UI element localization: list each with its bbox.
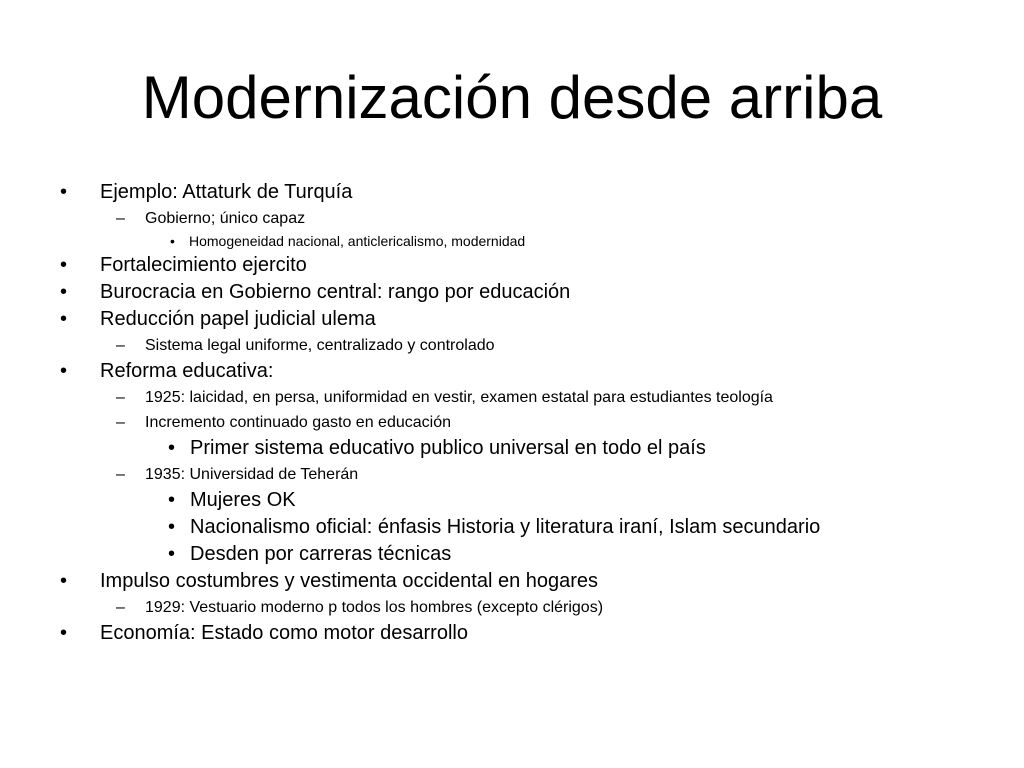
bullet-text: Burocracia en Gobierno central: rango por educación: [100, 281, 571, 303]
bullet-marker: •: [60, 308, 68, 330]
bullet-item: [0, 358, 1024, 385]
sub-bullet-text: 1929: Vestuario moderno p todos los hombres (excepto clérigos): [145, 599, 604, 616]
sub-sub-bullet-text: Mujeres OK: [190, 489, 296, 511]
sub-bullet-item: [0, 410, 1024, 435]
sub-bullet-text: Sistema legal uniforme, centralizado y controlado: [145, 337, 495, 354]
sub-bullet-item: [0, 333, 1024, 358]
bullet-marker: •: [170, 233, 175, 249]
bullet-text: Economía: Estado como motor desarrollo: [100, 622, 468, 644]
sub-bullet-item: [0, 462, 1024, 487]
bullet-text: Ejemplo: Attaturk de Turquía: [100, 181, 353, 203]
sub-bullet-item: [0, 595, 1024, 620]
bullet-marker: •: [60, 570, 68, 592]
dash-marker: –: [116, 389, 125, 406]
sub-sub-bullet-text: Nacionalismo oficial: énfasis Historia y literatura iraní, Islam secundario: [190, 516, 821, 538]
bullet-marker: •: [60, 254, 68, 276]
bullet-text: Impulso costumbres y vestimenta occidental en hogares: [100, 570, 599, 592]
bullet-marker: •: [60, 181, 68, 203]
bullet-list: [0, 179, 1024, 647]
dash-marker: –: [116, 337, 125, 354]
sub-bullet-text: Incremento continuado gasto en educación: [145, 414, 451, 431]
dash-marker: –: [116, 210, 125, 227]
dash-marker: –: [116, 414, 125, 431]
bullet-marker: •: [168, 516, 176, 538]
bullet-marker: •: [168, 489, 176, 511]
bullet-text: Reducción papel judicial ulema: [100, 308, 376, 330]
sub-bullet-item: [0, 206, 1024, 231]
bullet-text: Fortalecimiento ejercito: [100, 254, 307, 276]
sub-bullet-text: 1935: Universidad de Teherán: [145, 466, 359, 483]
slide-title: Modernización desde arriba: [141, 64, 883, 131]
bullet-marker: •: [60, 360, 68, 382]
bullet-marker: •: [168, 437, 176, 459]
sub-sub-bullet-item: [0, 487, 1024, 514]
bullet-marker: •: [60, 622, 68, 644]
sub-bullet-text: 1925: laicidad, en persa, uniformidad en vestir, examen estatal para estudiantes teología: [145, 389, 773, 406]
bullet-item: [0, 279, 1024, 306]
sub-bullet-item: [0, 385, 1024, 410]
bullet-text: Reforma educativa:: [100, 360, 274, 382]
sub-sub-bullet-text: Homogeneidad nacional, anticlericalismo, modernidad: [189, 233, 526, 249]
bullet-item: [0, 179, 1024, 206]
bullet-item: [0, 568, 1024, 595]
bullet-marker: •: [60, 281, 68, 303]
sub-sub-bullet-item: [0, 514, 1024, 541]
sub-sub-bullet-text: Desden por carreras técnicas: [190, 543, 452, 565]
sub-sub-bullet-item: [0, 435, 1024, 462]
dash-marker: –: [116, 599, 125, 616]
sub-sub-bullet-item: [0, 231, 1024, 252]
dash-marker: –: [116, 466, 125, 483]
sub-sub-bullet-text: Primer sistema educativo publico universal en todo el país: [190, 437, 706, 459]
bullet-item: [0, 306, 1024, 333]
bullet-item: [0, 620, 1024, 647]
sub-bullet-text: Gobierno; único capaz: [145, 210, 306, 227]
bullet-item: [0, 252, 1024, 279]
sub-sub-bullet-item: [0, 541, 1024, 568]
bullet-marker: •: [168, 543, 176, 565]
